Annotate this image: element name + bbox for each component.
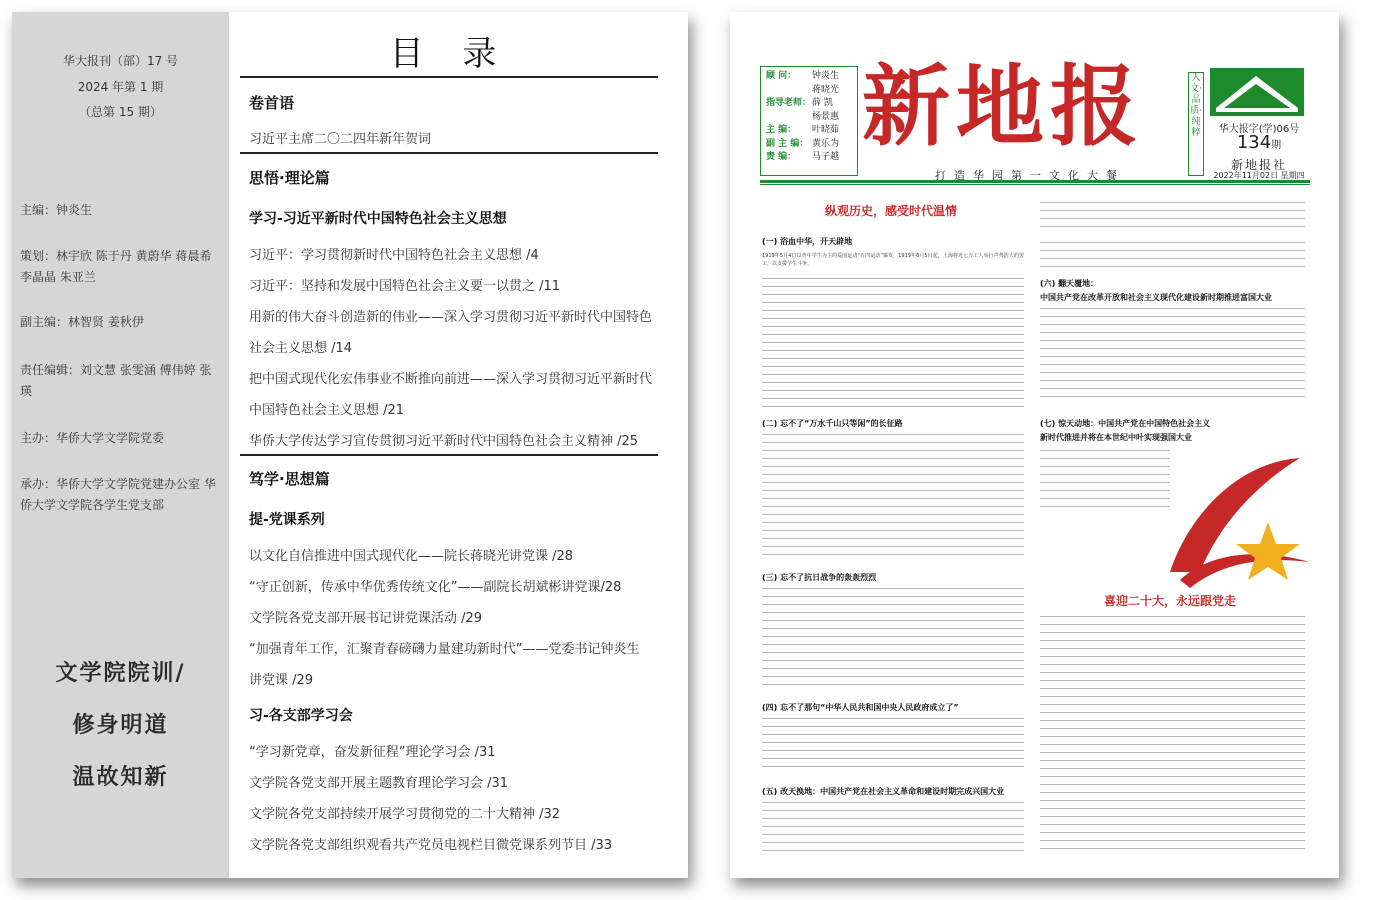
section-theory: 思悟·理论篇 bbox=[249, 169, 330, 187]
issue-number-block bbox=[1204, 132, 1314, 153]
issue-unit: 期 bbox=[1271, 140, 1282, 151]
article-text bbox=[762, 718, 1024, 772]
toc-rule bbox=[240, 152, 658, 154]
article-text bbox=[1040, 202, 1305, 234]
lead-paragraph: 1919年5月4日以青年学生为主的爱国运动“五四运动”爆发，1919年6月5日起，上海将近七万工人举行声势浩大的罢工，以支援学生斗争。 bbox=[762, 253, 1024, 267]
registration-code: 华大报字(学)06号 bbox=[1218, 124, 1300, 135]
newspaper-page bbox=[730, 12, 1339, 878]
toc-title: 目 录 bbox=[389, 34, 511, 74]
staff-role: 指导老师： bbox=[766, 98, 812, 108]
staff-planning: 策划：林宇欣 陈于丹 黄蔚华 蒋晨希 李晶晶 朱亚兰 bbox=[20, 249, 212, 284]
staff-role: 副 主 编： bbox=[766, 138, 809, 149]
section-heading: (四) 忘不了那句“中华人民共和国中央人民政府成立了” bbox=[762, 703, 959, 712]
staff-name: 薛 凯 bbox=[812, 98, 833, 108]
toc-item[interactable]: 文学院各党支部组织观看共产党员电视栏目微党课系列节目 /33 bbox=[249, 838, 613, 853]
article-text bbox=[762, 588, 1024, 688]
toc-item[interactable]: 文学院各党支部持续开展学习贯彻党的二十大精神 /32 bbox=[249, 807, 561, 822]
staff-organizer: 承办：华侨大学文学院党建办公室 华侨大学文学院各学生党支部 bbox=[20, 477, 216, 512]
publisher: 新地报社 bbox=[1230, 158, 1287, 172]
toc-item[interactable]: 把中国式现代化宏伟事业不断推向前进——深入学习贯彻习近平新时代 bbox=[249, 372, 653, 387]
staff-name: 杨景惠 bbox=[812, 111, 840, 122]
section-heading-cont: 中国共产党在改革开放和社会主义现代化建设新时期推进富国大业 bbox=[1040, 293, 1272, 302]
newspaper-title: 新地报 bbox=[862, 54, 1145, 158]
subsection-branches: 习-各支部学习会 bbox=[249, 708, 353, 724]
article-text bbox=[1040, 616, 1305, 856]
section-practice: 笃学·思想篇 bbox=[249, 470, 330, 488]
toc-item[interactable]: 华侨大学传达学习宣传贯彻习近平新时代中国特色社会主义精神 /25 bbox=[249, 434, 639, 449]
section-heading: (六) 翻天覆地： bbox=[1040, 279, 1099, 288]
subsection-study: 学习-习近平新时代中国特色社会主义思想 bbox=[249, 211, 507, 227]
staff-role: 顾 问： bbox=[766, 71, 797, 81]
article-text bbox=[762, 434, 1024, 562]
staff-name: 黄乐为 bbox=[812, 138, 840, 149]
toc-item[interactable]: 习近平：学习贯彻新时代中国特色社会主义思想 /4 bbox=[249, 248, 539, 263]
issue-code: 华大报刊（部）17 号 bbox=[62, 54, 179, 68]
toc-page bbox=[12, 12, 688, 878]
headline-history: 纵观历史，感受时代温情 bbox=[825, 204, 958, 218]
toc-rule bbox=[240, 454, 658, 456]
party-star-ribbon-icon bbox=[1150, 452, 1320, 592]
toc-item[interactable]: 习近平：坚持和发展中国特色社会主义要一以贯之 /11 bbox=[249, 279, 561, 294]
vertical-badge: 人文·品质·纯粹 bbox=[1188, 72, 1204, 176]
staff-deputy: 副主编：林智贤 姜秋伊 bbox=[20, 315, 144, 329]
headline-party: 喜迎二十大，永远跟党走 bbox=[1104, 594, 1237, 608]
newspaper-logo-icon bbox=[1210, 68, 1304, 116]
issue-total: （总第 15 期） bbox=[79, 105, 162, 119]
motto-line-1: 文学院院训/ bbox=[55, 660, 186, 686]
staff-name: 马子越 bbox=[812, 152, 840, 162]
staff-name: 叶晓茹 bbox=[812, 125, 840, 135]
section-heading: (三) 忘不了抗日战争的轰轰烈烈 bbox=[762, 573, 877, 582]
toc-rule bbox=[240, 76, 658, 78]
section-heading: (七) 惊天动地：中国共产党在中国特色社会主义 bbox=[1040, 419, 1211, 428]
article-text bbox=[1040, 308, 1305, 404]
publish-date: 2022年11月02日 星期四 bbox=[1213, 171, 1305, 180]
staff-host: 主办：华侨大学文学院党委 bbox=[20, 431, 165, 445]
toc-item[interactable]: 以文化自信推进中国式现代化——院长蒋晓光讲党课 /28 bbox=[249, 549, 574, 564]
section-preface: 卷首语 bbox=[249, 94, 295, 112]
staff-name: 蒋晓光 bbox=[812, 84, 840, 95]
masthead-rule-thin bbox=[760, 184, 1310, 185]
staff-editor: 主编：钟炎生 bbox=[20, 203, 93, 217]
newspaper-slogan: 打造华园第一文化大餐 bbox=[935, 169, 1125, 182]
toc-item[interactable]: 习近平主席二〇二四年新年贺词 bbox=[249, 132, 432, 147]
motto-line-2: 修身明道 bbox=[72, 712, 169, 738]
issue-number: 134 bbox=[1236, 132, 1272, 153]
section-heading: (二) 忘不了“万水千山只等闲”的长征路 bbox=[762, 419, 903, 428]
staff-role: 责 编： bbox=[766, 152, 797, 162]
masthead-staff bbox=[766, 70, 839, 165]
article-text bbox=[762, 802, 1024, 858]
masthead-rule bbox=[760, 180, 1310, 183]
motto-line-3: 温故知新 bbox=[72, 764, 169, 790]
staff-role: 主 编： bbox=[766, 125, 797, 135]
section-heading: (一) 浴血中华，开天辟地 bbox=[762, 237, 853, 246]
toc-item[interactable]: 用新的伟大奋斗创造新的伟业——深入学习贯彻习近平新时代中国特色 bbox=[249, 310, 653, 325]
toc-item[interactable]: “加强青年工作，汇聚青春磅礴力量建功新时代”——党委书记钟炎生 bbox=[249, 642, 640, 657]
toc-item[interactable]: 讲党课 /29 bbox=[249, 673, 314, 688]
issue-number: 2024 年第 1 期 bbox=[77, 80, 164, 94]
section-heading-cont: 新时代推进并将在本世纪中叶实现强国大业 bbox=[1040, 433, 1192, 442]
staff-responsible: 责任编辑：刘文慧 张雯涵 傅伟婷 张瑛 bbox=[20, 363, 212, 398]
toc-item[interactable]: 中国特色社会主义思想 /21 bbox=[249, 403, 405, 418]
toc-item[interactable]: “学习新党章，奋发新征程”理论学习会 /31 bbox=[249, 745, 496, 760]
toc-item[interactable]: 文学院各党支部开展主题教育理论学习会 /31 bbox=[249, 776, 509, 791]
toc-item[interactable]: “守正创新，传承中华优秀传统文化”——副院长胡斌彬讲党课/28 bbox=[249, 580, 622, 595]
sidebar bbox=[12, 12, 229, 878]
article-text bbox=[1040, 242, 1305, 272]
subsection-lectures: 提-党课系列 bbox=[249, 512, 325, 528]
staff-name: 钟炎生 bbox=[812, 71, 840, 81]
article-text bbox=[762, 278, 1024, 408]
toc-item[interactable]: 文学院各党支部开展书记讲党课活动 /29 bbox=[249, 611, 483, 626]
toc-item[interactable]: 社会主义思想 /14 bbox=[249, 341, 353, 356]
section-heading: (五) 改天换地：中国共产党在社会主义革命和建设时期完成兴国大业 bbox=[762, 787, 1005, 796]
